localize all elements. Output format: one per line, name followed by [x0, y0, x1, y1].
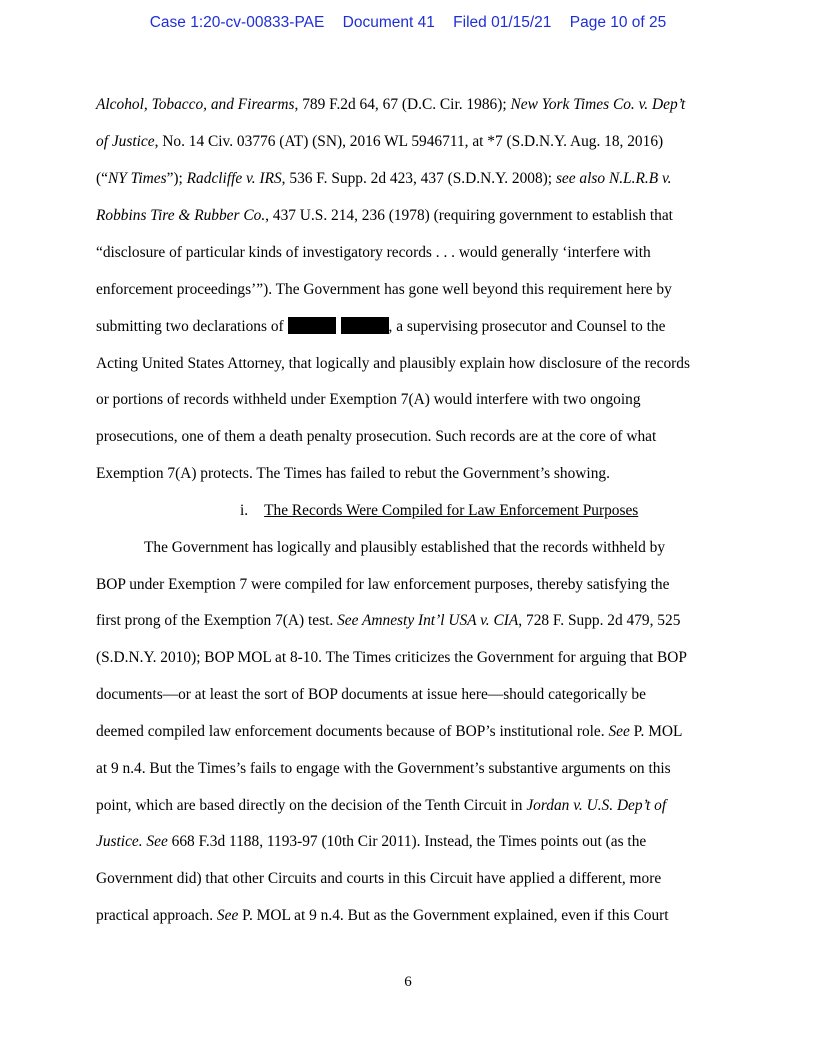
body-line-2: of Justice, No. 14 Civ. 03776 (AT) (SN), 2016 WL 5946711, at *7 (S.D.N.Y. Aug. 18, 2016)	[96, 133, 664, 150]
body-line-8: Acting United States Attorney, that logically and plausibly explain how disclosure of the records	[96, 355, 690, 372]
page-of-total: Page 10 of 25	[569, 14, 667, 31]
case-header	[0, 14, 816, 32]
body-line-14: first prong of the Exemption 7(A) test. See Amnesty Int’l USA v. CIA, 728 F. Supp. 2d 479, 525	[96, 612, 681, 629]
body-line-12: The Government has logically and plausibly established that the records withheld by	[144, 539, 666, 556]
body-line-19: point, which are based directly on the decision of the Tenth Circuit in Jordan v. U.S. Dep’t of	[96, 797, 667, 814]
body-line-21: Government did) that other Circuits and courts in this Circuit have applied a different, more	[96, 870, 662, 887]
redaction-block	[341, 317, 389, 334]
heading-text: The Records Were Compiled for Law Enforcement Purposes	[264, 502, 639, 519]
body-line-3: (“NY Times”); Radcliffe v. IRS, 536 F. Supp. 2d 423, 437 (S.D.N.Y. 2008); see also N.L.R.B v.	[96, 170, 672, 187]
document-number: Document 41	[342, 14, 435, 31]
body-line-6: enforcement proceedings’”). The Government has gone well beyond this requirement here by	[96, 281, 672, 298]
body-line-7: submitting two declarations of , a supervising prosecutor and Counsel to the	[96, 318, 666, 335]
body-line-15: (S.D.N.Y. 2010); BOP MOL at 8-10. The Times criticizes the Government for arguing that BOP	[96, 649, 687, 666]
body-line-4: Robbins Tire & Rubber Co., 437 U.S. 214, 236 (1978) (requiring government to establish that	[96, 207, 673, 224]
filed-date: Filed 01/15/21	[453, 14, 552, 31]
body-line-10: prosecutions, one of them a death penalty prosecution. Such records are at the core of what	[96, 428, 657, 445]
body-line-11: Exemption 7(A) protects. The Times has failed to rebut the Government’s showing.	[96, 465, 610, 482]
body-line-5: “disclosure of particular kinds of investigatory records . . . would generally ‘interfere with	[96, 244, 651, 261]
body-line-9: or portions of records withheld under Exemption 7(A) would interfere with two ongoing	[96, 391, 641, 408]
case-number: Case 1:20-cv-00833-PAE	[149, 14, 325, 31]
body-line-18: at 9 n.4. But the Times’s fails to engage with the Government’s substantive arguments on this	[96, 760, 671, 777]
page-number: 6	[404, 974, 412, 990]
redaction-block	[288, 317, 336, 334]
body-line-22: practical approach. See P. MOL at 9 n.4. But as the Government explained, even if this Court	[96, 907, 669, 924]
body-line-17: deemed compiled law enforcement documents because of BOP’s institutional role. See P. MOL	[96, 723, 683, 740]
body-line-16: documents—or at least the sort of BOP documents at issue here—should categorically be	[96, 686, 646, 703]
body-line-13: BOP under Exemption 7 were compiled for law enforcement purposes, thereby satisfying the	[96, 576, 670, 593]
body-line-1: Alcohol, Tobacco, and Firearms, 789 F.2d 64, 67 (D.C. Cir. 1986); New York Times Co. v. Dep’t	[96, 96, 686, 113]
heading-number: i.	[240, 502, 249, 519]
section-heading	[240, 501, 638, 521]
body-line-20: Justice. See 668 F.3d 1188, 1193-97 (10th Cir 2011). Instead, the Times points out (as the	[96, 833, 647, 850]
